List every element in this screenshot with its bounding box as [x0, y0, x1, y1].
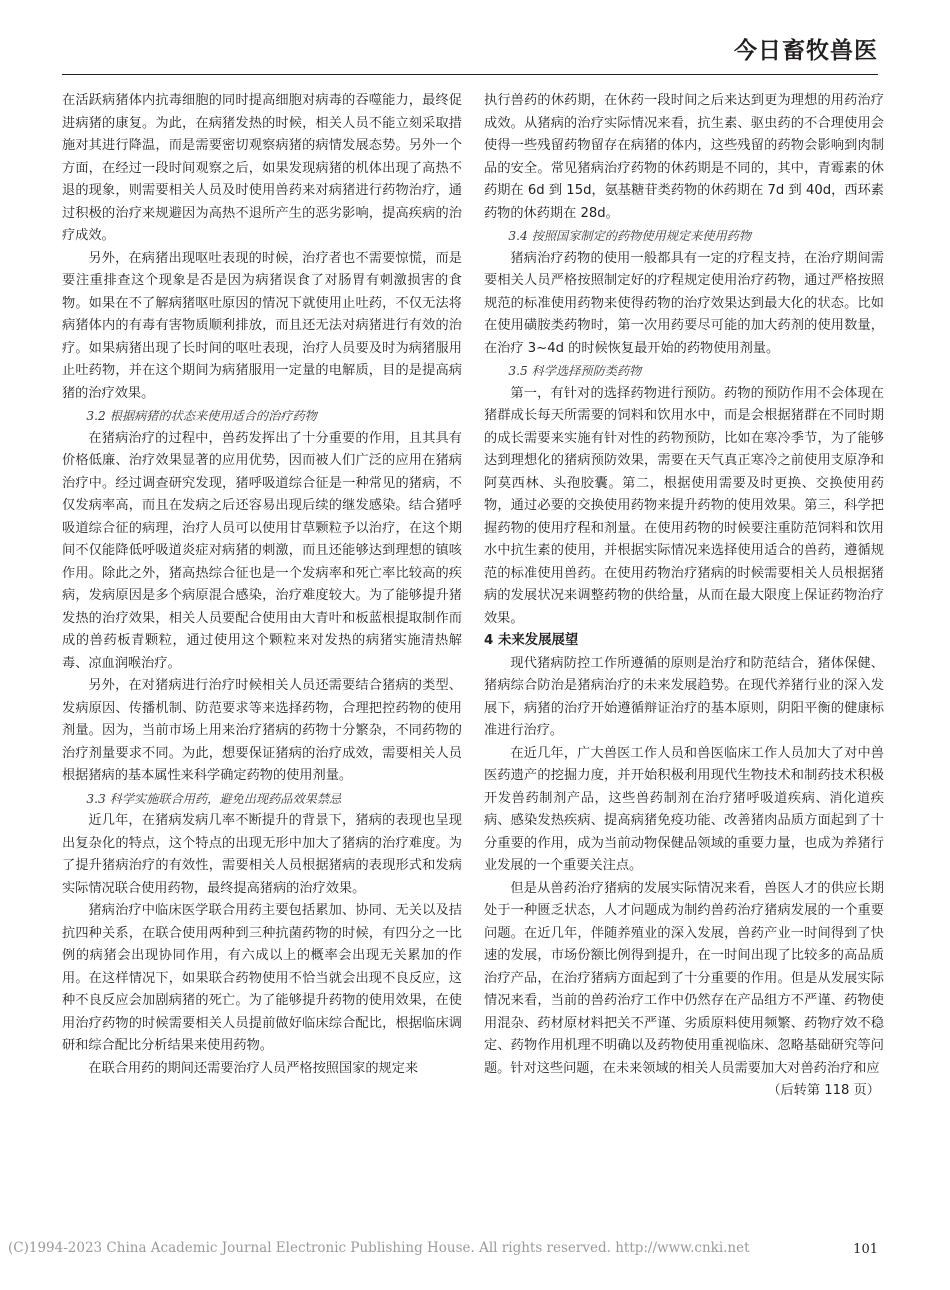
paragraph: 现代猪病防控工作所遵循的原则是治疗和防范结合，猪体保健、猪病综合防治是猪病治疗的未来发展趋势。在现代养猪行业的深入发展下，病猪的治疗开始遵循辩证治疗的基本原则，阴阳平衡的健康标准进行治疗。 [484, 655, 884, 738]
paragraph: 在猪病治疗的过程中，兽药发挥出了十分重要的作用，且其具有价格低廉、治疗效果显著的应用优势，因而被人们广泛的应用在猪病治疗中。经过调查研究发现，猪呼吸道综合征是一种常见的猪病，不仅发病率高，而且在发病之后还容易出现后续的继发感染。结合猪呼吸道综合征的病理，治疗人员可以使用甘草颗粒予以治疗，在这个期间不仅能降低呼吸道炎症对病猪的刺激，而且还能够达到理想的镇咳作用。除此之外，猪高热综合征也是一个发病率和死亡率比较高的疾病，发病原因是多个病原混合感染，治疗难度较大。为了能够提升猪发热的治疗效果，相关人员要配合使用由大青叶和板蓝根提取制作而成的兽药板青颗粒，通过使用这个颗粒来对发热的病猪实施清热解毒、凉血润喉治疗。 [62, 430, 462, 671]
journal-title: 今日畜牧兽医 [734, 37, 878, 64]
paragraph: 近几年，在猪病发病几率不断提升的背景下，猪病的表现也呈现出复杂化的特点，这个特点的出现无形中加大了猪病的治疗难度。为了提升猪病治疗的有效性，需要相关人员根据猪病的表现形式和发病实际情况联合使用药物，最终提高猪病的治疗效果。 [62, 813, 462, 896]
subsection-heading: 3.3 科学实施联合用药，避免出现药品效果禁忌 [86, 791, 342, 806]
subsection-heading: 3.5 科学选择预防类药物 [508, 364, 642, 378]
left-column [62, 90, 462, 1080]
paragraph: 另外，在病猪出现呕吐表现的时候，治疗者也不需要惊慌，而是要注重排查这个现象是否是因为病猪误食了对肠胃有刺激损害的食物。如果在不了解病猪呕吐原因的情况下就使用止吐药，不仅无法将病猪体内的有毒有害物质顺利排放，而且还无法对病猪进行有效的治疗。如果病猪出现了长时间的呕吐表现，治疗人员要及时为病猪服用止吐药物，并在这个期间为病猪服用一定量的电解质，目的是提高病猪的治疗效果。 [62, 250, 462, 401]
paragraph: 在活跃病猪体内抗毒细胞的同时提高细胞对病毒的吞噬能力，最终促进病猪的康复。为此，在病猪发热的时候，相关人员不能立刻采取措施对其进行降温，而是需要密切观察病猪的病情发展态势。另外一个方面，在经过一段时间观察之后，如果发现病猪的机体出现了高热不退的现象，则需要相关人员及时使用兽药来对病猪进行药物治疗，通过积极的治疗来规避因为高热不退所产生的恶劣影响，提高疾病的治疗成效。 [62, 93, 462, 243]
header-rule [62, 74, 878, 75]
paragraph: 但是从兽药治疗猪病的发展实际情况来看，兽医人才的供应长期处于一种匮乏状态，人才问题成为制约兽药治疗猪病发展的一个重要问题。在近几年，伴随养殖业的深入发展，兽药产业一时间得到了快速的发展，市场份额比例得到提升，在一时间出现了比较多的高品质治疗产品，在治疗猪病方面起到了十分重要的作用。但是从发展实际情况来看，当前的兽药治疗工作中仍然存在产品组方不严谨、药物使用混杂、药材原材料把关不严谨、劣质原料使用频繁、药物疗效不稳定、药物作用机理不明确以及药物使用重视临床、忽略基础研究等问题。针对这些问题，在未来领域的相关人员需要加大对兽药治疗和应 [484, 880, 884, 1076]
paragraph: 执行兽药的休药期，在休药一段时间之后来达到更为理想的用药治疗成效。从猪病的治疗实际情况来看，抗生素、驱虫药的不合理使用会使得一些残留药物留存在病猪的体内，这些残留的药物会影响到肉制品的安全。常见猪病治疗药物的休药期是不同的，其中，青霉素的休药期在 6d 到 15d，氨基糖苷类药物的休药期在 7d 到 40d，西环素药物的休药期在 28d。 [484, 93, 884, 221]
right-column [484, 90, 884, 1103]
section-heading: 4 未来发展展望 [484, 633, 579, 648]
paragraph: 第一，有针对的选择药物进行预防。药物的预防作用不会体现在猪群成长每天所需要的饲料和饮用水中，而是会根据猪群在不同时期的成长需要来实施有针对性的药物预防，比如在寒冷季节，为了能够达到理想化的猪病预防效果，需要在天气真正寒冷之前使用支原净和阿莫西林、头孢胶囊。第二，根据使用需要及时更换、交换使用药物，通过必要的交换使用药物来提升药物的使用效果。第三，科学把握药物的使用疗程和剂量。在使用药物的时候要注重防范饲料和饮用水中抗生素的使用，并根据实际情况来选择使用适合的兽药，遵循规范的标准使用兽药。在使用药物治疗猪病的时候需要相关人员根据猪病的发展状况来调整药物的供给量，从而在最大限度上保证药物治疗效果。 [484, 385, 884, 626]
paragraph: 猪病治疗药物的使用一般都具有一定的疗程支持，在治疗期间需要相关人员严格按照制定好的疗程规定使用治疗药物，通过严格按照规范的标准使用药物来使得药物的治疗效果达到最大化的状态。比如在使用磺胺类药物时，第一次用药要尽可能的加大药剂的使用数量，在治疗 3~4d 的时候恢复最开始的药物使用剂量。 [484, 250, 884, 356]
paragraph: 在近几年，广大兽医工作人员和兽医临床工作人员加大了对中兽医药遗产的挖掘力度，并开始积极利用现代生物技术和制药技术积极开发兽药制剂产品，这些兽药制剂在治疗猪呼吸道疾病、消化道疾病、感染发热疾病、提高病猪免疫功能、改善猪肉品质方面起到了十分重要的作用，成为当前动物保健品领域的重要力量，也成为养猪行业发展的一个重要关注点。 [484, 745, 884, 873]
paragraph: 另外，在对猪病进行治疗时候相关人员还需要结合猪病的类型、发病原因、传播机制、防范要求等来选择药物，合理把控药物的使用剂量。因为，当前市场上用来治疗猪病的药物十分繁杂，不同药物的治疗剂量要求不同。为此，想要保证猪病的治疗成效，需要相关人员根据猪病的基本属性来科学确定药物的使用剂量。 [62, 678, 462, 783]
subsection-heading: 3.4 按照国家制定的药物使用规定来使用药物 [508, 229, 752, 243]
paragraph: 在联合用药的期间还需要治疗人员严格按照国家的规定来 [88, 1060, 419, 1076]
footer-copyright: (C)1994-2023 China Academic Journal Electronic Publishing House. All rights reserved. http://www.cnki.net [8, 1240, 750, 1256]
paragraph: 猪病治疗中临床医学联合用药主要包括累加、协同、无关以及拮抗四种关系，在联合使用两种到三种抗菌药物的时候，有四分之一比例的病猪会出现协同作用，有六成以上的概率会出现无关累加的作用。在这样情况下，如果联合药物使用不恰当就会出现不良反应，这种不良反应会加剧病猪的死亡。为了能够提升药物的使用效果，在使用治疗药物的时候需要相关人员提前做好临床综合配比，根据临床调研和综合配比分析结果来使用药物。 [62, 903, 462, 1053]
subsection-heading: 3.2 根据病猪的状态来使用适合的治疗药物 [86, 409, 317, 423]
continued-note: （后转第 118 页） [767, 1083, 880, 1098]
page-number: 101 [853, 1242, 878, 1257]
